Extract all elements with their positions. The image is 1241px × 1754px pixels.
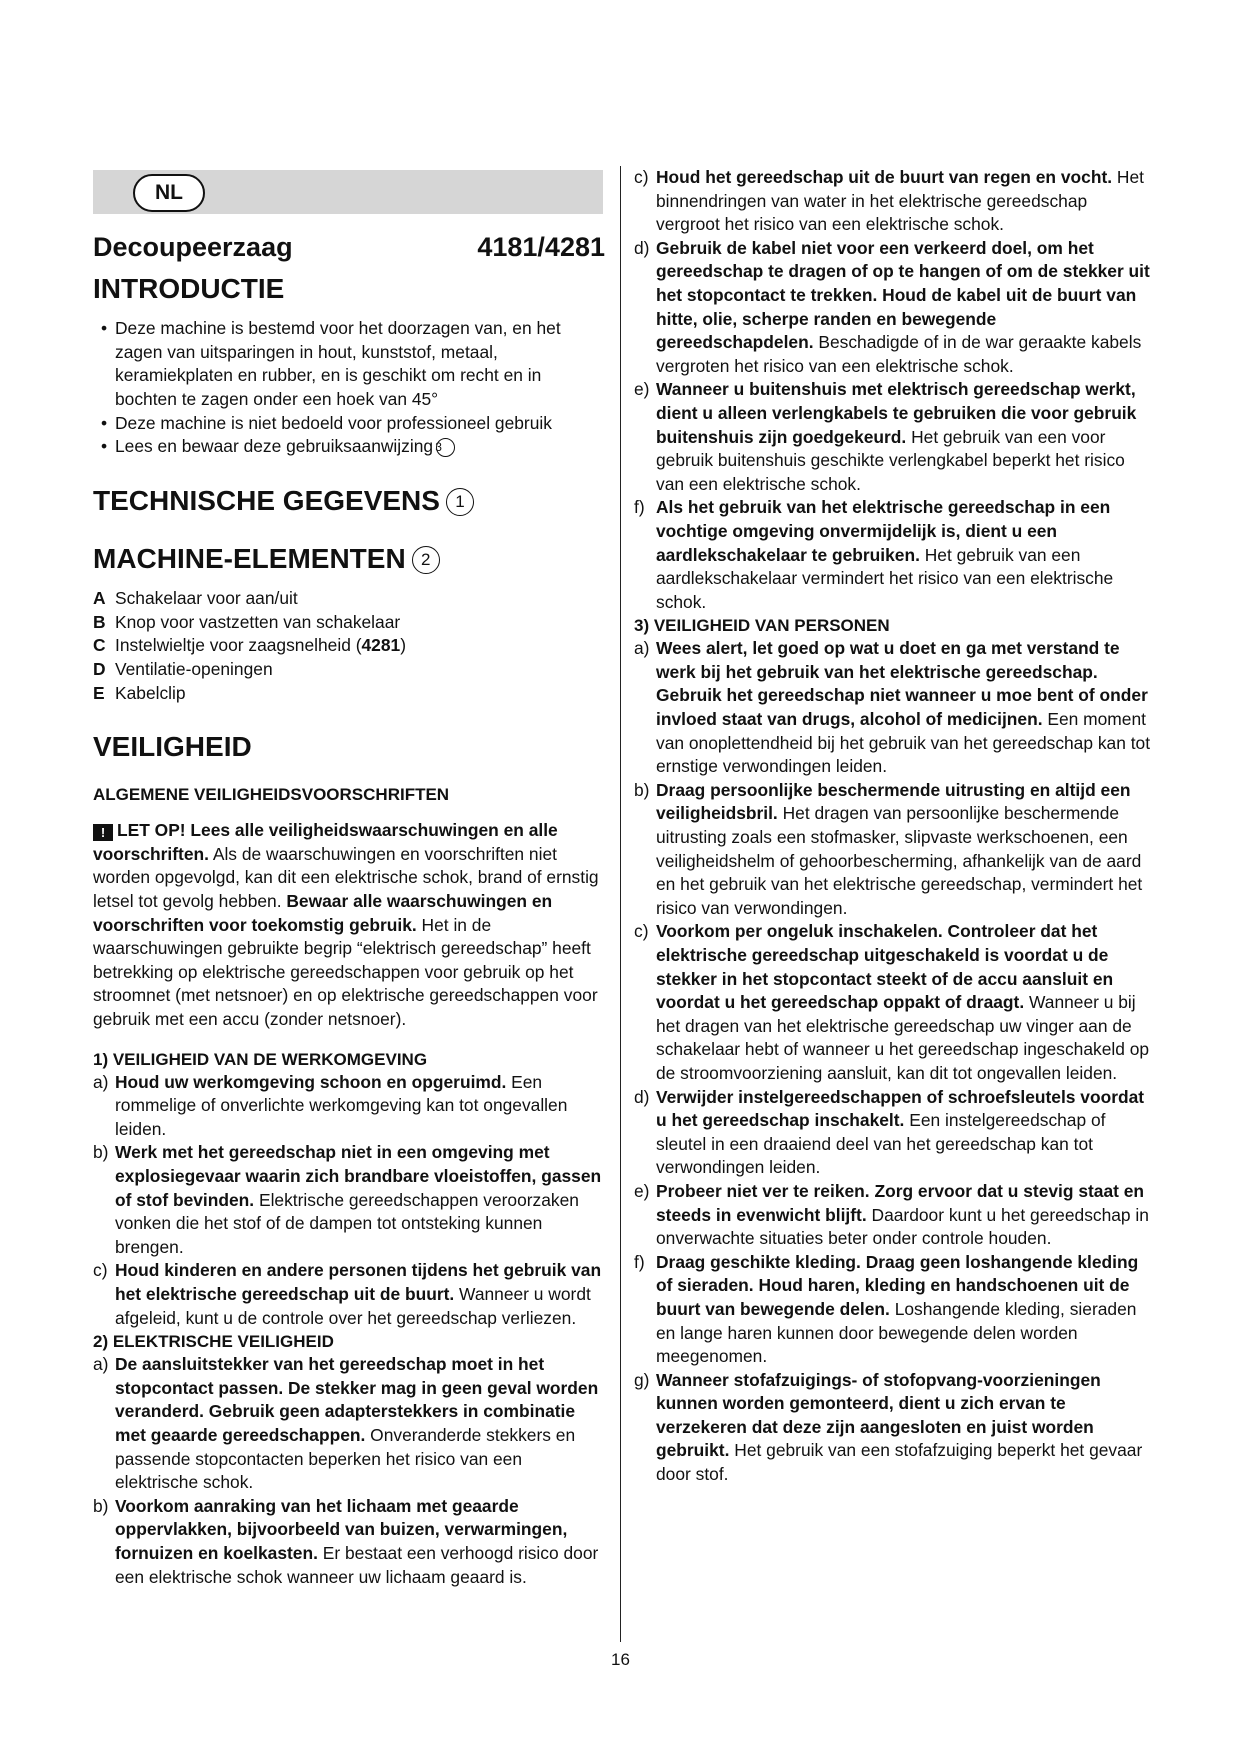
list-item: c) Voorkom per ongeluk inschakelen. Controleer dat het elektrische gereedschap uitgeschakeld is voordat u de stekker in het stopcontact steekt of de accu aansluit en voordat u het gereedschap oppakt of draagt. Wanneer u bij het dragen van het elektrische gereedschap uw vinger aan de schakelaar hebt of wanneer u het gereedschap ingeschakeld op de stroomvoorziening aansluit, kan dit tot ongevallen leiden. [634,921,1150,1083]
section-heading: 1) VEILIGHEID VAN DE WERKOMGEVING [93,1049,428,1069]
figure-ref: 3 [436,438,455,457]
language-badge: NL [133,174,205,212]
list-item: f) Draag geschikte kleding. Draag geen loshangende kleding of sieraden. Houd haren, kleding en handschoenen uit de buurt van bewegende delen. Loshangende kleding, sieraden en lange haren kunnen door bewegende delen worden meegenomen. [634,1251,1139,1367]
intro-heading: INTRODUCTIE [93,273,285,304]
s1-items [93,1071,605,1331]
language-bar [93,170,603,214]
list-item: a) Houd uw werkomgeving schoon en opgeruimd. Een rommelige of onverlichte werkomgeving kan tot ongevallen leiden. [93,1071,568,1139]
list-item: f) Als het gebruik van het elektrische gereedschap in een vochtige omgeving onvermijdelijk is, dient u een aardlekschakelaar te gebruiken. Het gebruik van een aardlekschakelaar vermindert het risico van een elektrische schok. [634,497,1114,612]
list-item: B Knop voor vastzetten van schakelaar [93,611,401,632]
list-item: e) Probeer niet ver te reiken. Zorg ervoor dat u stevig staat en steeds in evenwicht blijft. Daardoor kunt u het gereedschap in onverwachte situaties beter onder controle houden. [634,1180,1149,1249]
s2-items-left [93,1353,605,1589]
figure-ref: 1 [446,488,474,516]
right-column [634,166,1154,1487]
left-column [93,226,605,1589]
list-item: d) Gebruik de kabel niet voor een verkeerd doel, om het gereedschap te dragen of op te hangen of om de stekker uit het stopcontact te trekken. Houd de kabel uit de buurt van hitte, olie, scherpe randen en bewegende gereedschapdelen. Beschadigde of in de war geraakte kabels vergroten het risico van een elektrische schok. [634,237,1150,376]
machine-heading: MACHINE-ELEMENTEN 2 [93,543,605,575]
list-item: D Ventilatie-openingen [93,658,273,679]
list-item: b) Werk met het gereedschap niet in een omgeving met explosiegevaar waarin zich brandbare vloeistoffen, gassen of stof bevinden. Elektrische gereedschappen veroorzaken vonken die het stof of de dampen tot ontsteking kunnen brengen. [93,1142,602,1257]
list-item: A Schakelaar voor aan/uit [93,588,298,609]
section-heading: 3) VEILIGHEID VAN PERSONEN [634,616,890,636]
product-models: 4181/4281 [477,232,605,262]
list-item: a) Wees alert, let goed op wat u doet en ga met verstand te werk bij het gebruik van het elektrische gereedschap. Gebruik het gereedschap niet wanneer u moe bent of onder invloed staat van drugs, alcohol of medicijnen. Een moment van onoplettendheid bij het gebruik van het gereedschap kan tot ernstige verwondingen leiden. [634,638,1151,777]
list-item: • Lees en bewaar deze gebruiksaanwijzing 3 [93,435,605,459]
machine-elements-list [93,587,605,705]
product-name: Decoupeerzaag [93,232,293,262]
list-item: c) Houd kinderen en andere personen tijdens het gebruik van het elektrische gereedschap uit de buurt. Wanneer u wordt afgeleid, kunt u de controle over het gereedschap verliezen. [93,1260,602,1328]
list-item: b) Voorkom aanraking van het lichaam met geaarde oppervlakken, bijvoorbeeld van buizen, verwarmingen, fornuizen en koelkasten. Er bestaat een verhoogd risico door een elektrische schok wanneer uw lichaam geaard is. [93,1495,599,1587]
warning-icon: ! [93,824,113,841]
general-safety-heading: ALGEMENE VEILIGHEIDSVOORSCHRIFTEN [93,785,450,805]
list-item: E Kabelclip [93,682,186,703]
list-item: b) Draag persoonlijke beschermende uitrusting en altijd een veiligheidsbril. Het dragen van persoonlijke beschermende uitrusting zoals een stofmasker, slipvaste werkschoenen, een veiligheidshelm of gehoorbescherming, afhankelijk van de aard en het gebruik van het elektrische gereedschap, vermindert het risico van verwondingen. [634,779,1143,918]
list-item: c) Houd het gereedschap uit de buurt van regen en vocht. Het binnendringen van water in het elektrische gereedschap vergroot het risico van een elektrische schok. [634,167,1144,235]
list-item: d) Verwijder instelgereedschappen of schroefsleutels voordat u het gereedschap inschakelt. Een instelgereedschap of sleutel in een draaiend deel van het gereedschap kan tot verwondingen leiden. [634,1086,1145,1178]
list-item: • Deze machine is niet bedoeld voor professioneel gebruik [101,412,552,433]
list-item: a) De aansluitstekker van het gereedschap moet in het stopcontact passen. De stekker mag in geen geval worden veranderd. Gebruik geen adapterstekkers in combinatie met geaarde gereedschappen. Onveranderde stekkers en passende stopcontacten beperken het risico van een elektrische schok. [93,1354,599,1493]
intro-list [93,317,605,459]
list-item: • Deze machine is bestemd voor het doorzagen van, en het zagen van uitsparingen in hout, kunststof, metaal, keramiekplaten en rubber, en is geschikt om recht en in bochten te zagen onder een hoek van 45° [101,318,561,409]
figure-ref: 2 [412,546,440,574]
product-title-row [93,232,605,263]
s2-items-right [634,166,1154,614]
tech-heading: TECHNISCHE GEGEVENS 1 [93,485,605,517]
column-divider [620,166,621,1642]
s3-items [634,637,1154,1486]
list-item: C Instelwieltje voor zaagsnelheid (4281) [93,635,406,656]
warning-paragraph: ! LET OP! Lees alle veiligheidswaarschuwingen en alle voorschriften. Als de waarschuwingen en voorschriften niet worden opgevolgd, kan dit een elektrische schok, brand of ernstig letsel tot gevolg hebben. Bewaar alle waarschuwingen en voorschriften voor toekomstig gebruik. Het in de waarschuwingen gebruikte begrip “elektrisch gereedschap” heeft betrekking op elektrische gereedschappen voor gebruik op het stroomnet (met netsnoer) en op elektrische gereedschappen voor gebruik met een accu (zonder netsnoer). [93,820,599,1030]
list-item: g) Wanneer stofafzuigings- of stofopvang-voorzieningen kunnen worden gemonteerd, dient u zich ervan te verzekeren dat deze zijn aangesloten en juist worden gebruikt. Het gebruik van een stofafzuiging beperkt het gevaar door stof. [634,1369,1143,1485]
page-number: 16 [611,1650,630,1669]
section-heading: 2) ELEKTRISCHE VEILIGHEID [93,1332,334,1352]
safety-heading: VEILIGHEID [93,731,252,763]
list-item: e) Wanneer u buitenshuis met elektrisch gereedschap werkt, dient u alleen verlengkabels te gebruiken die voor gebruik buitenshuis zijn goedgekeurd. Het gebruik van een voor gebruik buitenshuis geschikte verlengkabel beperkt het risico van een elektrische schok. [634,379,1137,494]
